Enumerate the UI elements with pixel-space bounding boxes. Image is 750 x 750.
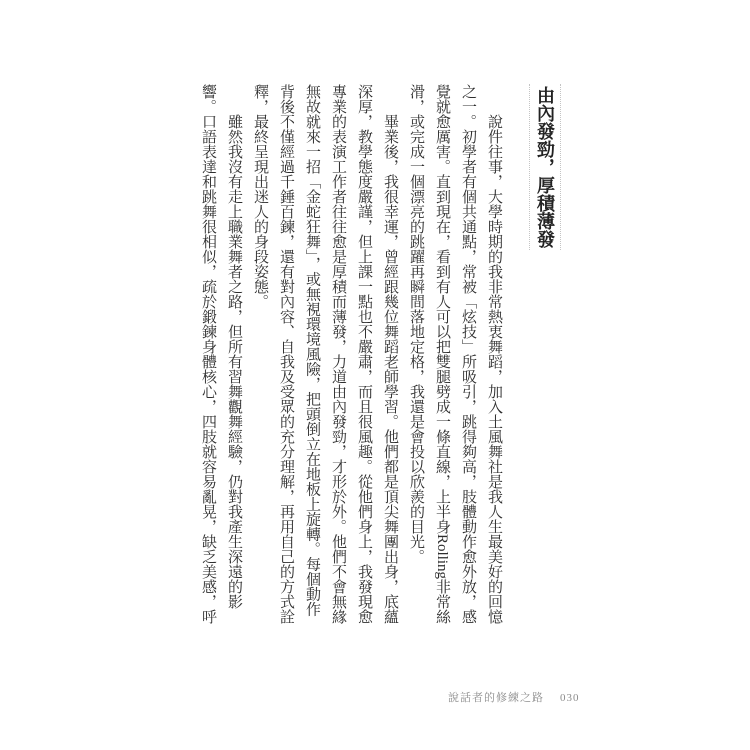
page-footer — [448, 689, 580, 705]
running-title: 說話者的修練之路 — [448, 692, 544, 704]
body-text — [195, 84, 507, 624]
page-content — [195, 84, 561, 624]
body-paragraph: 說件往事，大學時期的我非常熱衷舞蹈，加入土風舞社是我人生最美好的回憶之一。初學者有個共通點，常被「炫技」所吸引，跳得夠高，肢體動作愈外放，感覺就愈厲害。直到現在，看到有人可以把雙腿劈成一條直線，上半身Rolling非常絲滑，或完成一個漂亮的跳躍再瞬間落地定格，我還是會投以欣羨的目光。 — [408, 84, 502, 625]
body-paragraph: 畢業後，我很幸運，曾經跟幾位舞蹈老師學習。他們都是頂尖舞團出身，底蘊深厚，教學態度嚴謹，但上課一點也不嚴肅，而且很風趣。從他們身上，我發現愈專業的表演工作者往往愈是厚積而薄發，力道由內發勁，才形於外。他們不會無緣無故就來一招「金蛇狂舞」，或無視環境風險，把頭倒立在地板上旋轉。每個動作背後不僅經過千錘百鍊，還有對內容、自我及受眾的充分理解，再用自己的方式詮釋，最終呈現出迷人的身段姿態。 — [252, 84, 398, 624]
chapter-title: 由內發勁，厚積薄發 — [529, 84, 561, 250]
page-number: 030 — [560, 692, 580, 704]
body-paragraph: 雖然我沒有走上職業舞者之路，但所有習舞觀舞經驗，仍對我產生深遠的影響。口語表達和跳舞很相似，疏於鍛鍊身體核心，四肢就容易亂晃，缺乏美感，呼 — [200, 84, 242, 624]
